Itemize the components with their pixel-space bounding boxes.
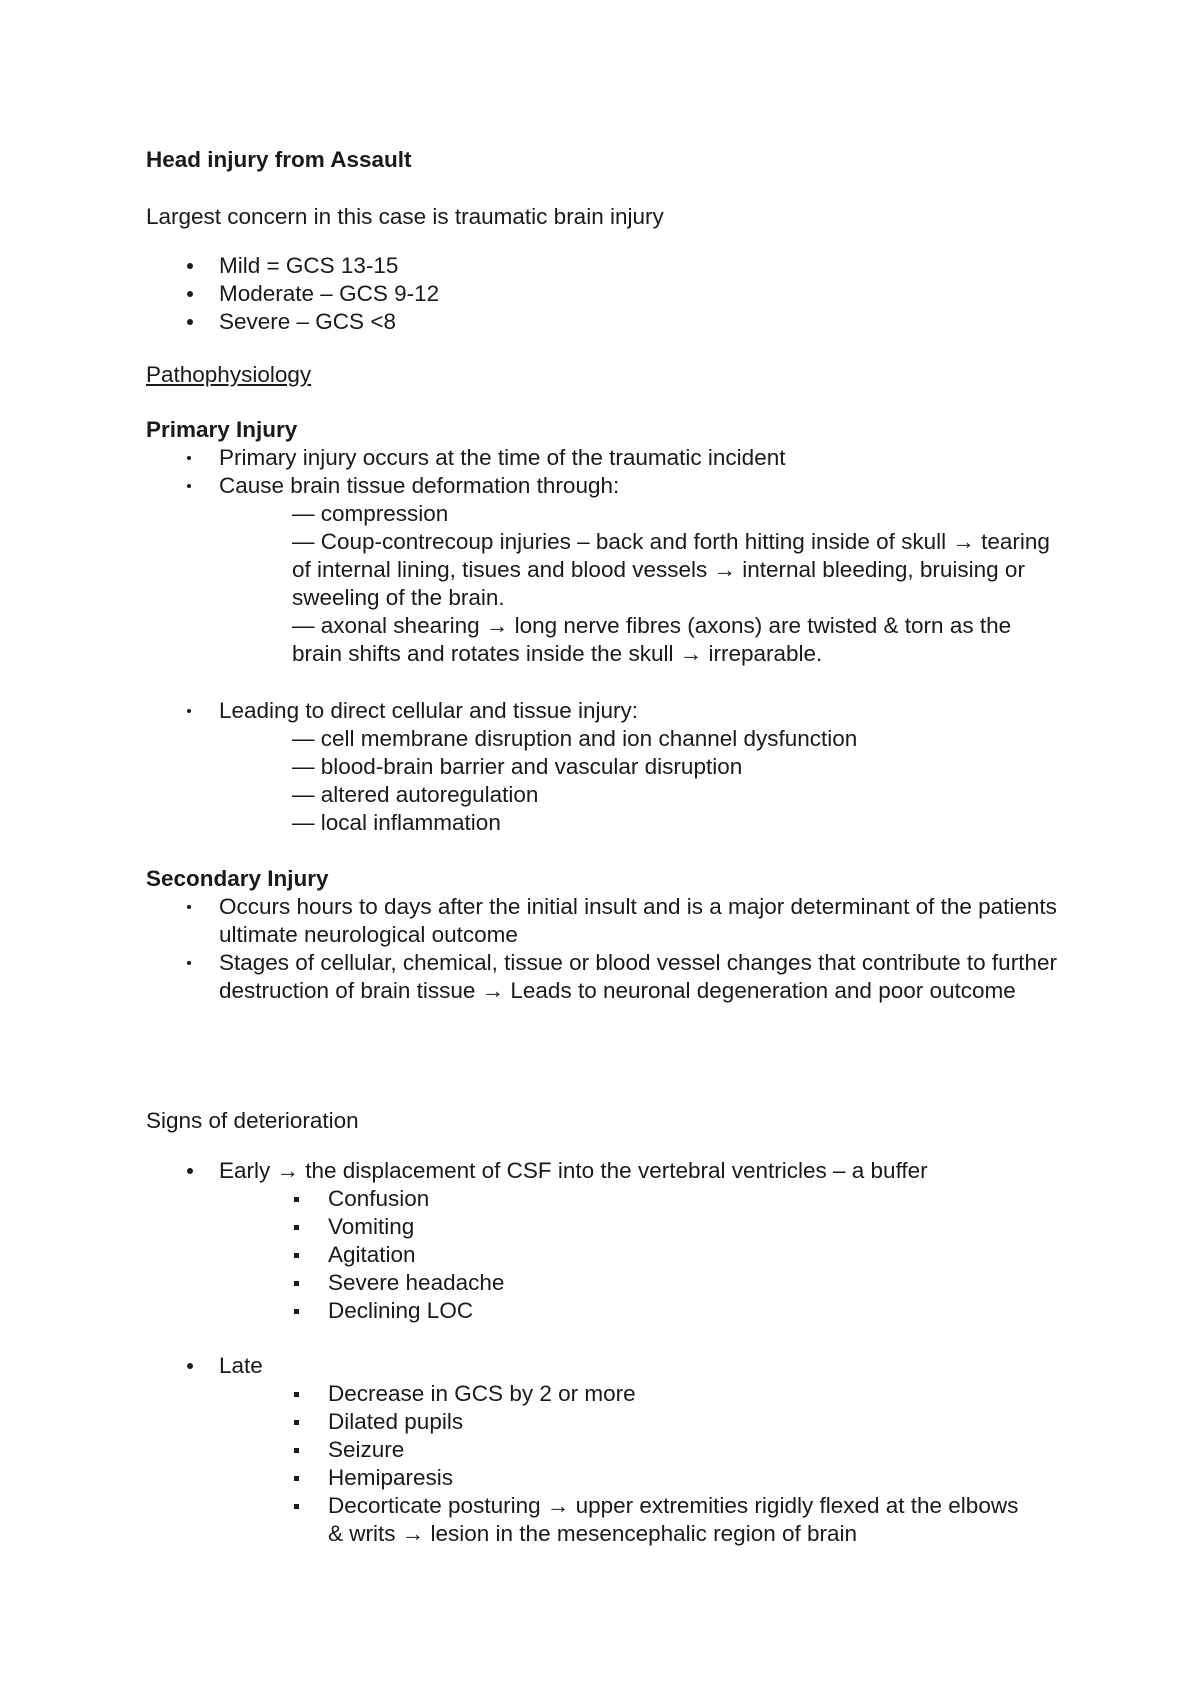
secondary-injury-heading: Secondary Injury — [146, 866, 329, 891]
list-item: Decrease in GCS by 2 or more — [146, 1380, 1028, 1408]
gcs-list — [146, 252, 439, 336]
effects-list — [146, 725, 857, 837]
list-item: — local inflammation — [292, 810, 501, 835]
list-item: Late — [146, 1352, 263, 1380]
list-item: Hemiparesis — [146, 1464, 1028, 1492]
list-item: Early → the displacement of CSF into the vertebral ventricles – a buffer — [146, 1157, 928, 1185]
list-item: Declining LOC — [146, 1297, 504, 1325]
signs-heading: Signs of deterioration — [146, 1108, 359, 1133]
list-item: Seizure — [146, 1436, 1028, 1464]
list-item: Moderate – GCS 9-12 — [146, 280, 439, 308]
late-signs — [146, 1352, 263, 1380]
list-item: Agitation — [146, 1241, 504, 1269]
list-item: — cell membrane disruption and ion channel dysfunction — [292, 726, 858, 751]
list-item: — blood-brain barrier and vascular disruption — [292, 754, 743, 779]
late-signs-list — [146, 1380, 1028, 1548]
list-item: Severe – GCS <8 — [146, 308, 439, 336]
list-item: Stages of cellular, chemical, tissue or blood vessel changes that contribute to further destruction of brain tissue → Leads to neuronal degeneration and poor outcome — [146, 949, 1059, 1005]
primary-list — [146, 444, 785, 500]
list-item: Cause brain tissue deformation through: — [146, 472, 785, 500]
list-item: — Coup-contrecoup injuries – back and forth hitting inside of skull → tearing of internal lining, tisues and blood vessels → internal bleeding, bruising or sweeling of the brain. — [292, 529, 1050, 610]
mechanism-list — [146, 500, 1062, 668]
list-item: Mild = GCS 13-15 — [146, 252, 439, 280]
list-item: — altered autoregulation — [292, 782, 539, 807]
list-item: Leading to direct cellular and tissue injury: — [146, 697, 638, 725]
list-item: — axonal shearing → long nerve fibres (axons) are twisted & torn as the brain shifts and rotates inside the skull → irreparable. — [292, 613, 1012, 666]
list-item: Dilated pupils — [146, 1408, 1028, 1436]
list-item: Severe headache — [146, 1269, 504, 1297]
document-title: Head injury from Assault — [146, 147, 412, 172]
list-item: Confusion — [146, 1185, 504, 1213]
list-item: Primary injury occurs at the time of the traumatic incident — [146, 444, 785, 472]
intro-text: Largest concern in this case is traumatic brain injury — [146, 204, 664, 229]
list-item: Decorticate posturing → upper extremities rigidly flexed at the elbows & writs → lesion in the mesencephalic region of brain — [146, 1492, 1028, 1548]
early-signs — [146, 1157, 928, 1185]
list-item: Vomiting — [146, 1213, 504, 1241]
primary-injury-heading: Primary Injury — [146, 417, 298, 442]
primary-list-2 — [146, 697, 638, 725]
secondary-list — [146, 893, 1059, 1005]
list-item: — compression — [292, 501, 449, 526]
early-signs-list — [146, 1185, 504, 1325]
pathophysiology-heading: Pathophysiology — [146, 362, 312, 387]
list-item: Occurs hours to days after the initial insult and is a major determinant of the patients ultimate neurological outcome — [146, 893, 1059, 949]
